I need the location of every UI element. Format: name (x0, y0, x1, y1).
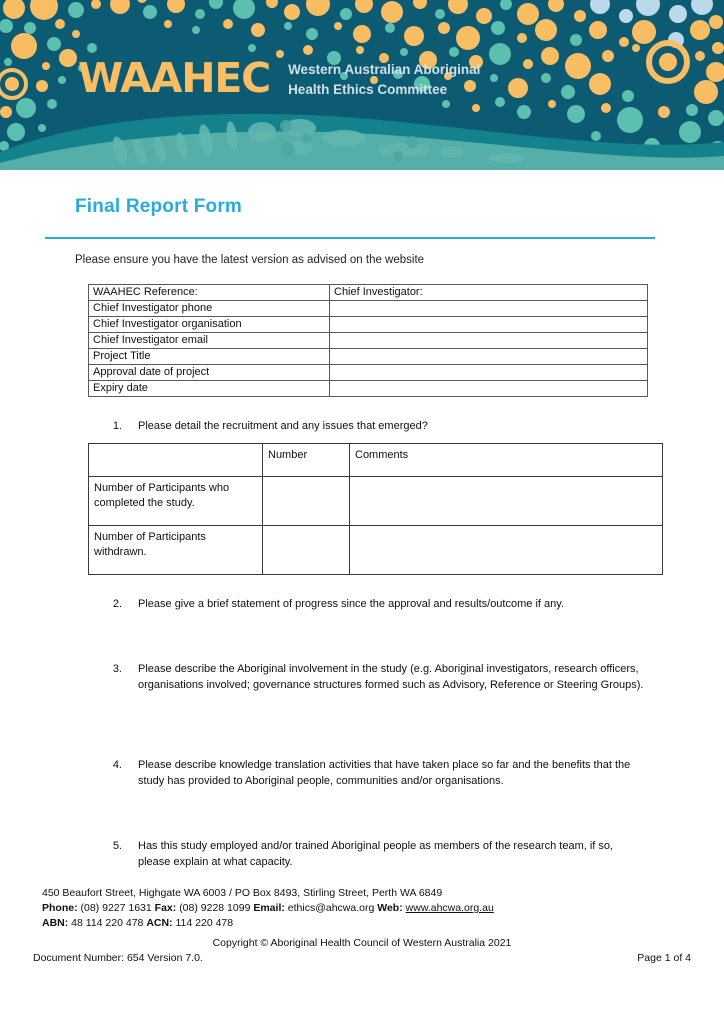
question-3-text: Please describe the Aboriginal involvement in the study (e.g. Aboriginal investigators, research officers, organisations involved; governance structures formed such as Advisory, Reference or Steering Groups). (138, 663, 644, 691)
footer-contact-block (42, 886, 682, 931)
detail-label: Approval date of project (89, 365, 330, 381)
question-2-text: Please give a brief statement of progress since the approval and results/outcome if any. (138, 598, 564, 610)
footer-abn-label: ABN: (42, 917, 69, 929)
question-1-number: 1. (112, 420, 122, 432)
detail-value[interactable] (330, 301, 648, 317)
footer-acn-value: 114 220 478 (175, 917, 234, 929)
footer-email-label: Email: (253, 902, 285, 914)
footer-page-indicator: Page 1 of 4 (637, 952, 691, 964)
page-title: Final Report Form (75, 196, 243, 217)
detail-value[interactable] (330, 333, 648, 349)
detail-label: Chief Investigator organisation (89, 317, 330, 333)
footer-abn-value: 48 114 220 478 (71, 917, 144, 929)
detail-value[interactable] (330, 317, 648, 333)
question-1-text: Please detail the recruitment and any issues that emerged? (138, 420, 428, 432)
footer-fax-label: Fax: (154, 902, 177, 914)
recruitment-row-comments[interactable] (350, 526, 663, 575)
recruitment-row-label: Number of Participants withdrawn. (89, 526, 263, 575)
question-2 (100, 597, 660, 613)
footer-phone-label: Phone: (42, 902, 78, 914)
intro-note: Please ensure you have the latest version as advised on the website (75, 254, 425, 266)
footer-registration-line (42, 916, 682, 931)
brand-lockup (78, 54, 481, 103)
detail-value[interactable] (330, 365, 648, 381)
footer-fax-value: (08) 9228 1099 (179, 902, 251, 914)
table-row (89, 301, 648, 317)
footer-email-value[interactable]: ethics@ahcwa.org (287, 902, 375, 914)
detail-value[interactable] (330, 381, 648, 397)
table-row (89, 317, 648, 333)
question-5 (100, 839, 638, 870)
footer-address-line: 450 Beaufort Street, Highgate WA 6003 / PO Box 8493, Stirling Street, Perth WA 6849 (42, 887, 443, 899)
table-row (89, 285, 648, 301)
recruitment-header-number: Number (263, 444, 350, 477)
detail-label: Chief Investigator email (89, 333, 330, 349)
table-row (89, 349, 648, 365)
brand-name-line-1: Western Australian Aboriginal (288, 62, 481, 77)
footer-acn-label: ACN: (146, 917, 173, 929)
table-row (89, 381, 648, 397)
footer-document-number: Document Number: 654 Version 7.0. (33, 952, 203, 964)
question-5-number: 5. (112, 840, 122, 852)
project-details-table (88, 284, 648, 397)
recruitment-row-number[interactable] (263, 477, 350, 526)
question-4-text: Please describe knowledge translation activities that have taken place so far and the benefits that the study has provided to Aboriginal people, communities and/or organisations. (138, 759, 631, 787)
title-divider (45, 237, 655, 239)
question-3 (100, 662, 648, 693)
footer-copyright: Copyright © Aboriginal Health Council of Western Australia 2021 (212, 937, 512, 949)
footer-contact-line (42, 901, 682, 916)
question-3-number: 3. (112, 663, 122, 675)
brand-full-name (288, 58, 480, 99)
table-header-row (89, 444, 663, 477)
recruitment-table (88, 443, 663, 575)
detail-label: Chief Investigator phone (89, 301, 330, 317)
question-4-number: 4. (112, 759, 122, 771)
table-row (89, 477, 663, 526)
brand-name-line-2: Health Ethics Committee (288, 81, 448, 97)
question-1 (100, 419, 660, 435)
question-2-number: 2. (112, 598, 122, 610)
footer-phone-value: (08) 9227 1631 (80, 902, 152, 914)
footer-web-link[interactable]: www.ahcwa.org.au (405, 902, 494, 914)
recruitment-header-blank (89, 444, 263, 477)
question-4 (100, 758, 650, 789)
detail-value[interactable]: Chief Investigator: (330, 285, 648, 301)
recruitment-row-label: Number of Participants who completed the study. (89, 477, 263, 526)
detail-label: WAAHEC Reference: (89, 285, 330, 301)
detail-label: Project Title (89, 349, 330, 365)
detail-label: Expiry date (89, 381, 330, 397)
recruitment-row-number[interactable] (263, 526, 350, 575)
table-row (89, 333, 648, 349)
detail-value[interactable] (330, 349, 648, 365)
brand-acronym: WAAHEC (78, 54, 271, 103)
recruitment-row-comments[interactable] (350, 477, 663, 526)
table-row (89, 526, 663, 575)
footer-web-label: Web: (377, 902, 403, 914)
table-row (89, 365, 648, 381)
recruitment-header-comments: Comments (350, 444, 663, 477)
question-5-text: Has this study employed and/or trained Aboriginal people as members of the research team, if so, please explain at what capacity. (138, 840, 614, 868)
page-header-banner (0, 0, 724, 170)
